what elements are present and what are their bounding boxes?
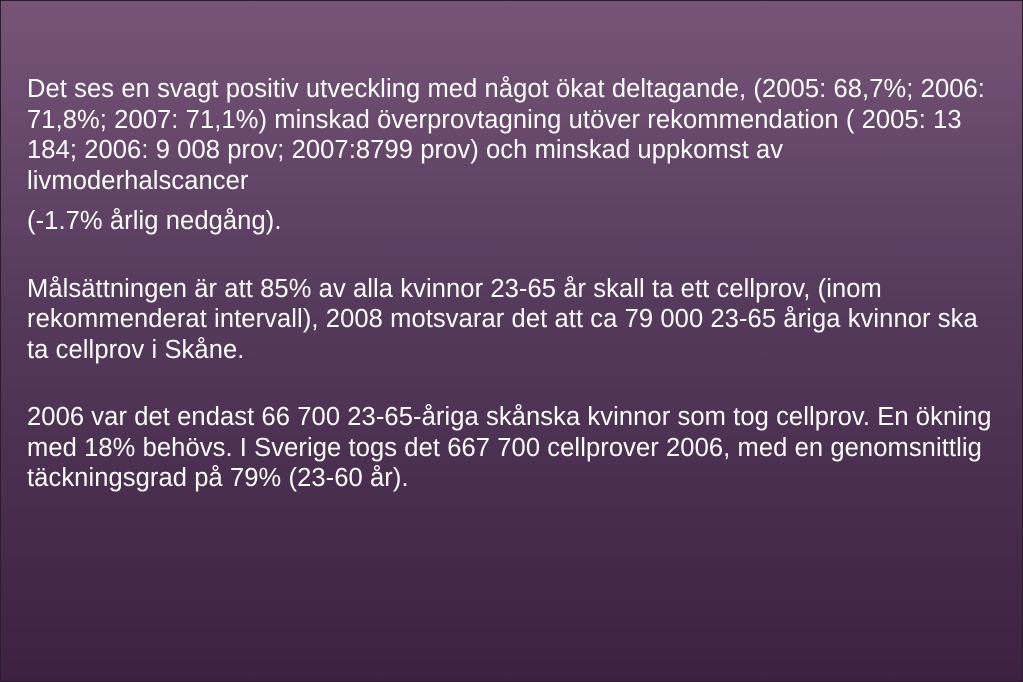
paragraph-participation-trend: Det ses en svagt positiv utveckling med något ökat deltagande, (2005: 68,7%; 2006: 71,8%; 2007: 71,1%) minskad överprovtagning utöver rekommendation ( 2005: 13 184; 2006: 9 008 prov; 2007:8799 prov) och minskad uppkomst av livmoderhalscancer [27,75,985,195]
paragraph-annual-decline: (-1.7% årlig nedgång). [27,207,282,235]
paragraph-2006-statistics: 2006 var det endast 66 700 23-65-åriga skånska kvinnor som tog cellprov. En ökning med 18% behövs. I Sverige togs det 667 700 cellprover 2006, med en genomsnittlig täckningsgrad på 79% (23-60 år). [27,403,992,492]
slide-content [27,74,1002,494]
paragraph-target-goal: Målsättningen är att 85% av alla kvinnor 23-65 år skall ta ett cellprov, (inom rekommenderat intervall), 2008 motsvarar det att ca 79 000 23-65 åriga kvinnor ska ta cellprov i Skåne. [27,274,978,364]
